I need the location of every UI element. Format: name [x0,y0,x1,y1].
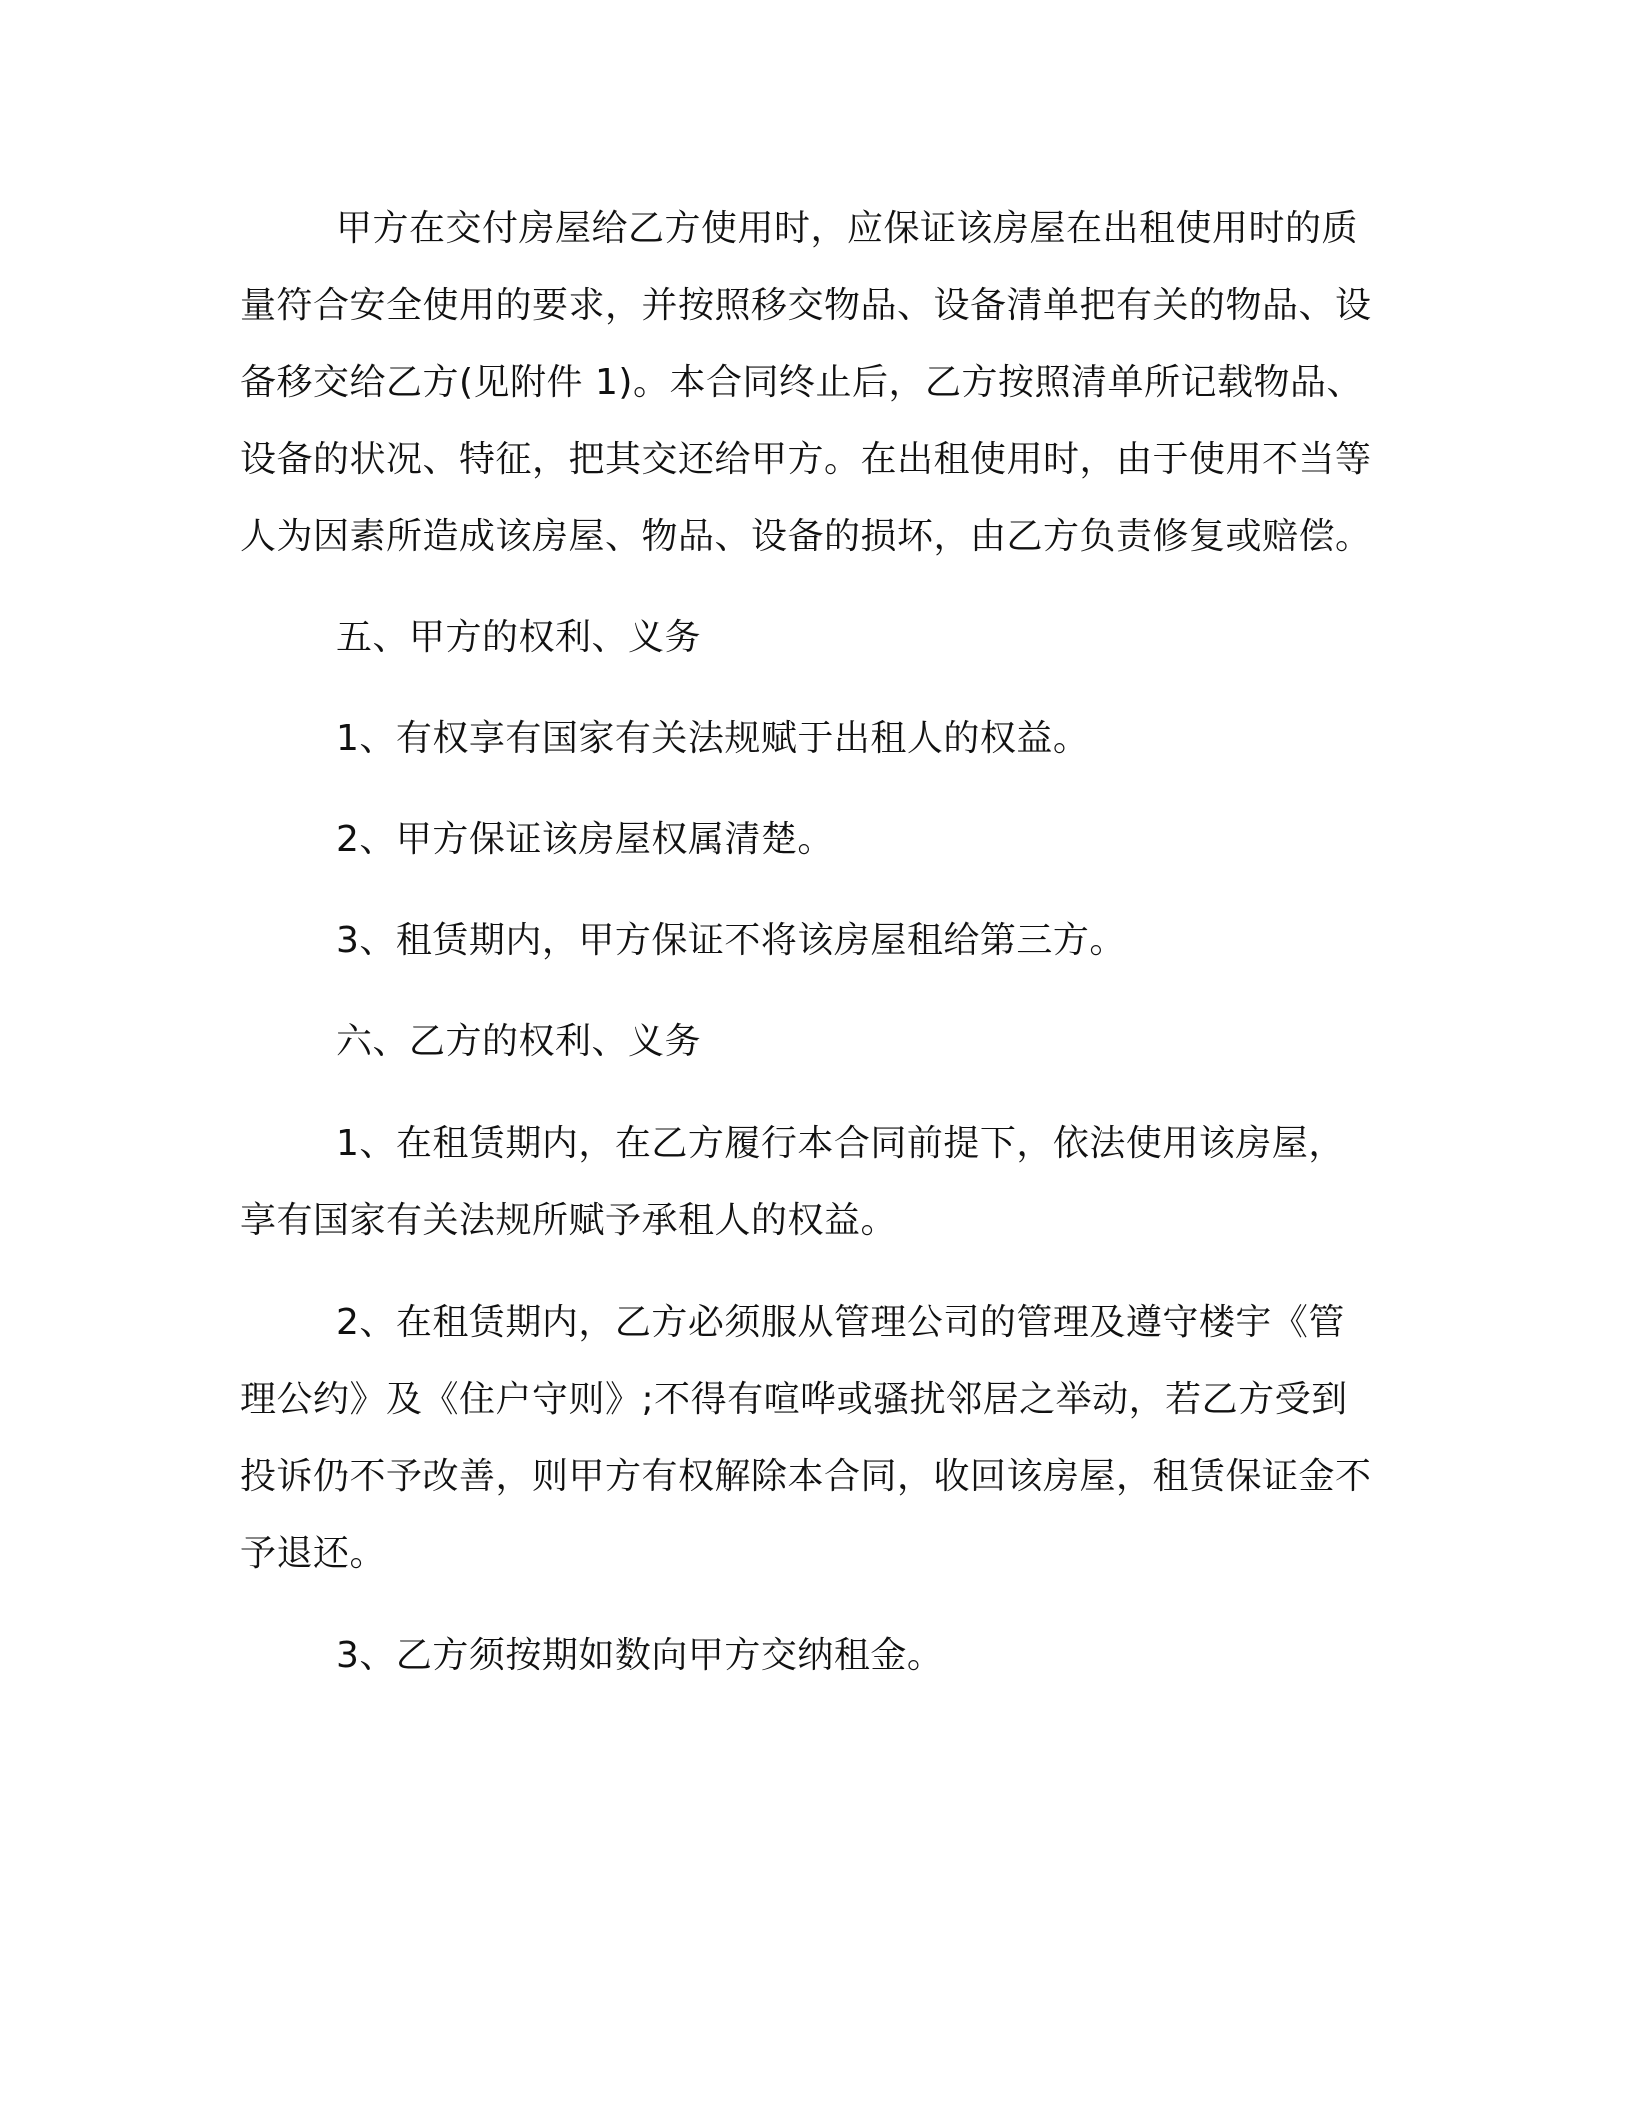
section-five-title: 五、甲方的权利、义务 [336,617,702,658]
section-six-title: 六、乙方的权利、义务 [336,1021,702,1062]
section-five-item-3: 3、租赁期内，甲方保证不将该房屋租给第三方。 [336,920,1126,961]
section-six-item-1: 1、在租赁期内，在乙方履行本合同前提下，依法使用该房屋，享有国家有关法规所赋予承租人的权益。 [240,1123,1345,1241]
section-five-item-1: 1、有权享有国家有关法规赋于出租人的权益。 [336,718,1090,759]
document-body [240,190,1380,1694]
section-five-item-2: 2、甲方保证该房屋权属清楚。 [336,819,834,860]
paragraph-delivery-terms: 甲方在交付房屋给乙方使用时，应保证该房屋在出租使用时的质量符合安全使用的要求，并按照移交物品、设备清单把有关的物品、设备移交给乙方(见附件 1)。本合同终止后，乙方按照清单所记载物品、设备的状况、特征，把其交还给甲方。在出租使用时，由于使用不当等人为因素所造成该房屋、物品、设备的损坏，由乙方负责修复或赔偿。 [240,208,1372,557]
section-six-item-2: 2、在租赁期内，乙方必须服从管理公司的管理及遵守楼宇《管理公约》及《住户守则》;不得有喧哗或骚扰邻居之举动，若乙方受到投诉仍不予改善，则甲方有权解除本合同，收回该房屋，租赁保证金不予退还。 [240,1302,1372,1574]
section-six-item-3: 3、乙方须按期如数向甲方交纳租金。 [336,1635,944,1676]
